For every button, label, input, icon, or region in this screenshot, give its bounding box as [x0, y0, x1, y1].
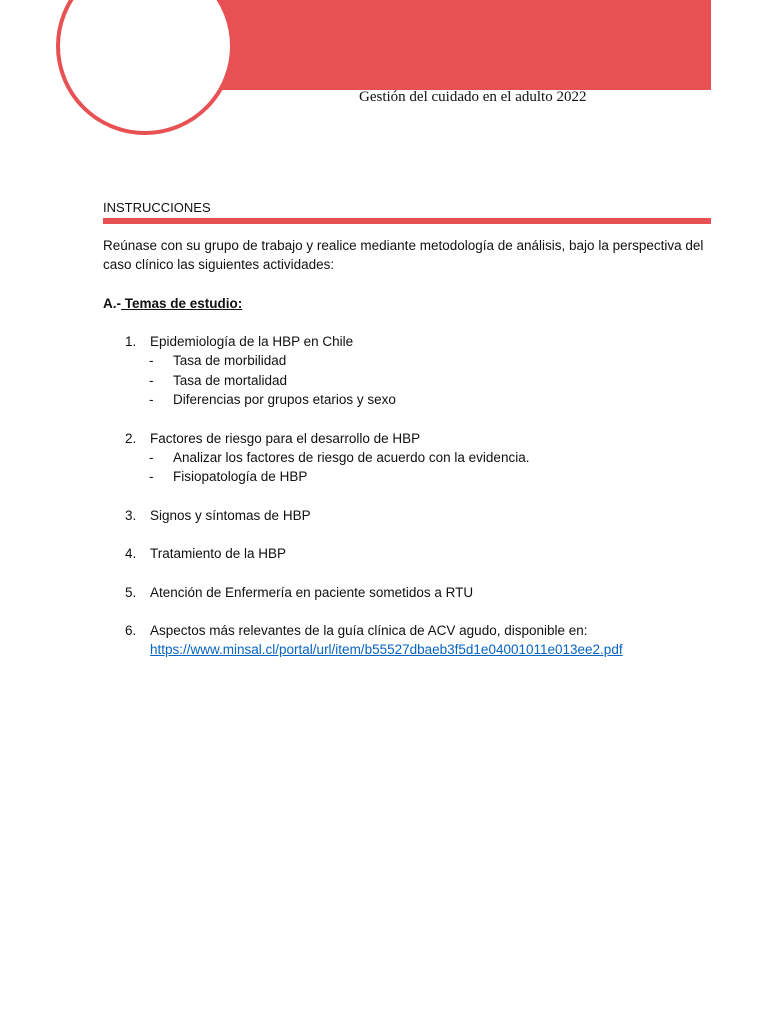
- list-item-number: 6.: [125, 623, 137, 639]
- list-item-text: Atención de Enfermería en paciente sometidos a RTU: [150, 584, 474, 600]
- list-item-number: 3.: [125, 507, 137, 523]
- subsection-title-text: Temas de estudio:: [121, 296, 243, 311]
- section-divider: [103, 218, 711, 224]
- sub-list-item: [103, 390, 715, 409]
- subsection-prefix: A.-: [103, 296, 121, 311]
- list-item-text: Signos y síntomas de HBP: [150, 507, 311, 523]
- document-header-title: Gestión del cuidado en el adulto 2022: [359, 89, 587, 105]
- study-topics-list: [103, 332, 715, 679]
- list-item: [103, 621, 715, 660]
- sub-list-item-text: Analizar los factores de riesgo de acuerdo con la evidencia.: [173, 450, 530, 466]
- sub-list-item: [103, 371, 715, 390]
- sub-list-item-text: Diferencias por grupos etarios y sexo: [173, 392, 396, 408]
- sub-list-item: [103, 448, 715, 467]
- list-item-number: 4.: [125, 546, 137, 562]
- subsection-title: [103, 294, 715, 313]
- section-label: INSTRUCCIONES: [103, 200, 211, 215]
- sub-list-item-text: Fisiopatología de HBP: [173, 469, 308, 485]
- bullet-dash: -: [149, 392, 154, 408]
- list-item-text: Epidemiología de la HBP en Chile: [150, 334, 354, 349]
- list-item: [103, 583, 715, 602]
- list-item: [103, 332, 715, 410]
- bullet-dash: -: [149, 353, 154, 369]
- list-item-text: Tratamiento de la HBP: [150, 546, 287, 562]
- list-item: [103, 544, 715, 563]
- list-item-text: Factores de riesgo para el desarrollo de HBP: [150, 430, 421, 446]
- list-item: [103, 506, 715, 525]
- sub-list: [103, 351, 715, 409]
- intro-paragraph: Reúnase con su grupo de trabajo y realice mediante metodología de análisis, bajo la perspectiva del caso clínico las siguientes actividades:: [103, 238, 704, 272]
- sub-list-item-text: Tasa de morbilidad: [173, 353, 287, 369]
- sub-list-item: [103, 467, 715, 486]
- bullet-dash: -: [149, 450, 154, 466]
- bullet-dash: -: [149, 469, 154, 485]
- sub-list-item: [103, 351, 715, 370]
- bullet-dash: -: [149, 372, 154, 388]
- list-item-number: 5.: [125, 584, 137, 600]
- guideline-link[interactable]: https://www.minsal.cl/portal/url/item/b55527dbaeb3f5d1e04001011e013ee2.pdf: [150, 642, 623, 658]
- sub-list-item-text: Tasa de mortalidad: [173, 372, 288, 388]
- list-item-number: 1.: [125, 334, 137, 349]
- list-item-number: 2.: [125, 430, 137, 446]
- list-item: [103, 429, 715, 487]
- header-circle-logo-placeholder: [56, 0, 234, 135]
- sub-list: [103, 448, 715, 487]
- list-item-text: Aspectos más relevantes de la guía clínica de ACV agudo, disponible en:: [150, 623, 588, 639]
